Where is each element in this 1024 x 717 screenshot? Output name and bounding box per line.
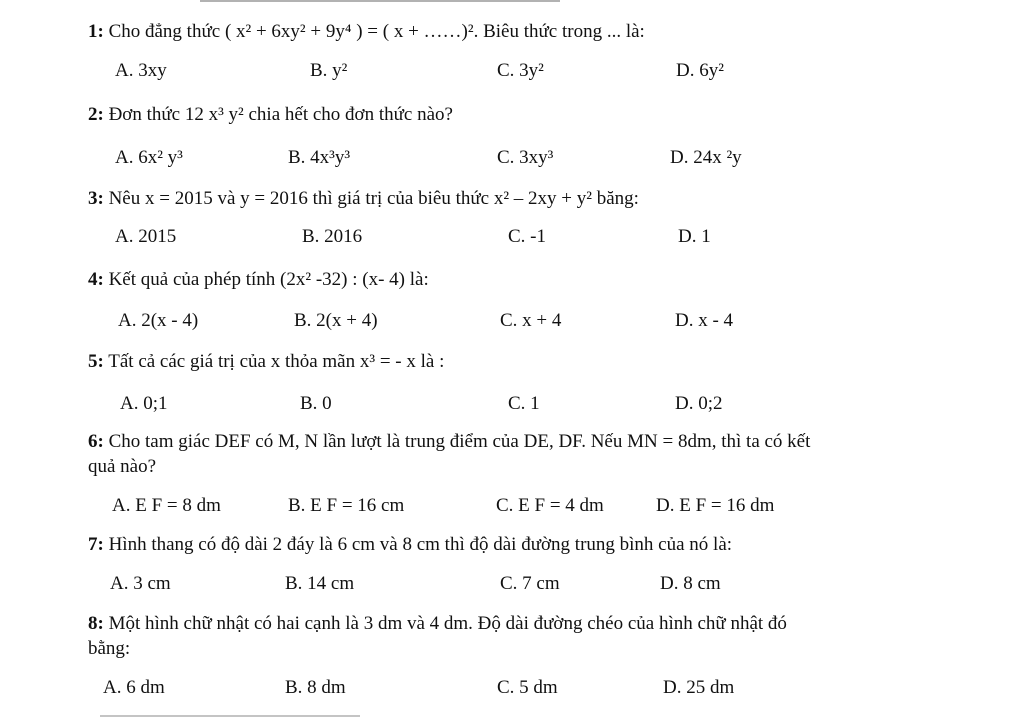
option-c: C. 3y² <box>497 60 544 81</box>
question-number: 5: <box>88 351 104 372</box>
option-d: D. 0;2 <box>675 393 723 414</box>
question-text: Đơn thức 12 x³ y² chia hết cho đơn thức nào? <box>108 104 453 125</box>
question-text: Hình thang có độ dài 2 đáy là 6 cm và 8 cm thì độ dài đường trung bình của nó là: <box>108 534 733 555</box>
option-c: C. x + 4 <box>500 310 562 331</box>
question-text-continued: bằng: <box>88 638 131 659</box>
option-d: D. 6y² <box>676 60 724 81</box>
option-d: D. x - 4 <box>675 310 734 331</box>
question-text: Tất cả các giá trị của x thỏa mãn x³ = - x là : <box>108 351 445 372</box>
question-text: Cho đẳng thức ( x² + 6xy² + 9y⁴ ) = ( x + ……)². Biêu thức trong ... là: <box>108 21 645 42</box>
question-text-continued: quả nào? <box>88 456 157 477</box>
option-c: C. 7 cm <box>500 573 560 594</box>
option-a: A. 6 dm <box>103 677 165 698</box>
question-number: 3: <box>88 188 104 209</box>
option-d: D. 8 cm <box>660 573 721 594</box>
question-text: Nêu x = 2015 và y = 2016 thì giá trị của biêu thức x² – 2xy + y² băng: <box>108 188 639 209</box>
question-number: 6: <box>88 431 104 452</box>
question-number: 2: <box>88 104 104 125</box>
question-text: Một hình chữ nhật có hai cạnh là 3 dm và 4 dm. Độ dài đường chéo của hình chữ nhật đó <box>108 613 787 634</box>
option-a: A. 6x² y³ <box>115 147 183 168</box>
option-b: B. 14 cm <box>285 573 355 594</box>
option-c: C. E F = 4 dm <box>496 495 604 516</box>
option-a: A. 3xy <box>115 60 167 81</box>
option-a: A. 0;1 <box>120 393 168 414</box>
question-1 <box>88 20 645 44</box>
option-b: B. E F = 16 cm <box>288 495 405 516</box>
option-c: C. 5 dm <box>497 677 558 698</box>
option-d: D. 24x ²y <box>670 147 742 168</box>
question-number: 4: <box>88 269 104 290</box>
option-a: A. E F = 8 dm <box>112 495 221 516</box>
option-d: D. 25 dm <box>663 677 735 698</box>
option-c: C. 3xy³ <box>497 147 554 168</box>
option-c: C. 1 <box>508 393 540 414</box>
option-b: B. 4x³y³ <box>288 147 351 168</box>
option-a: A. 3 cm <box>110 573 171 594</box>
option-b: B. y² <box>310 60 348 81</box>
cropped-top-line <box>200 0 560 3</box>
question-number: 7: <box>88 534 104 555</box>
question-number: 8: <box>88 613 104 634</box>
question-5 <box>88 350 444 374</box>
question-6 <box>88 430 810 454</box>
option-c: C. -1 <box>508 226 546 247</box>
question-4 <box>88 268 429 292</box>
option-d: D. E F = 16 dm <box>656 495 775 516</box>
question-number: 1: <box>88 21 104 42</box>
question-7 <box>88 533 732 557</box>
question-3 <box>88 187 639 211</box>
option-a: A. 2015 <box>115 226 177 247</box>
option-b: B. 2016 <box>302 226 363 247</box>
question-text: Kết quả của phép tính (2x² -32) : (x- 4) là: <box>108 269 429 290</box>
question-2 <box>88 103 453 127</box>
option-d: D. 1 <box>678 226 711 247</box>
option-b: B. 8 dm <box>285 677 346 698</box>
option-b: B. 2(x + 4) <box>294 310 378 331</box>
question-8 <box>88 612 787 636</box>
question-text: Cho tam giác DEF có M, N lần lượt là trung điểm của DE, DF. Nếu MN = 8dm, thì ta có kết <box>108 431 811 452</box>
option-a: A. 2(x - 4) <box>118 310 199 331</box>
option-b: B. 0 <box>300 393 332 414</box>
